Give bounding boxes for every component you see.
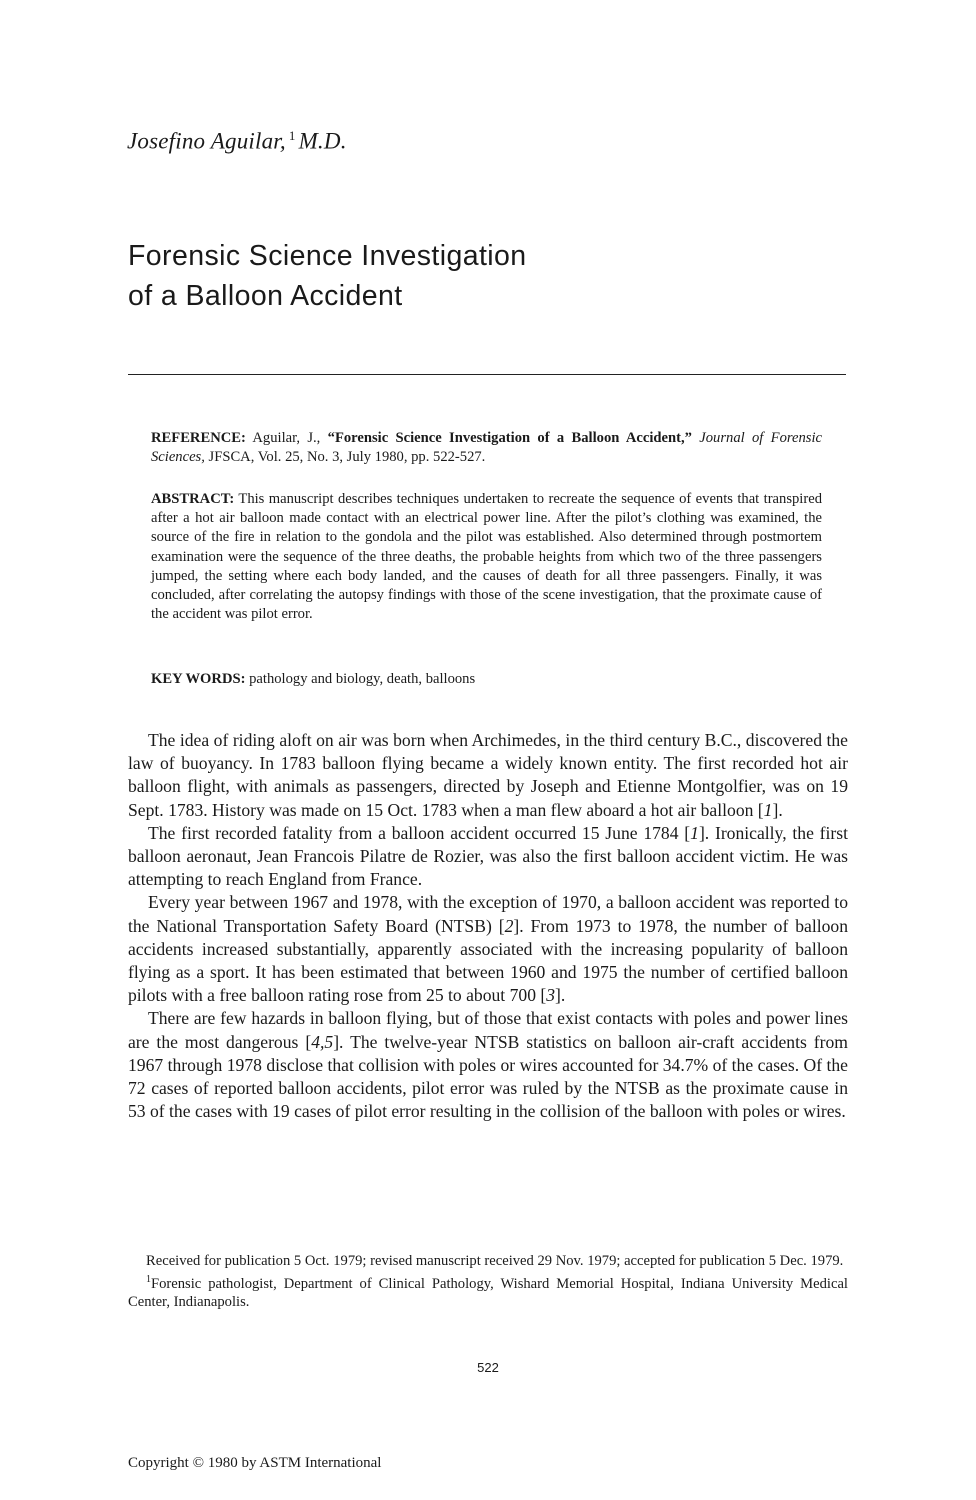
reference-block bbox=[151, 429, 822, 467]
body-paragraph: There are few hazards in balloon flying, but of those that exist contacts with poles and power lines are the most dangerous [4,5]. The twelve-year NTSB statistics on balloon air-craft accidents from 1967 through 1978 disclose that collision with poles or wires accounted for 34.7% of the cases. Of the 72 cases of reported balloon accidents, pilot error was ruled by the NTSB as the proximate cause in 53 of the cases with 19 cases of pilot error resulting in the collision of the balloon with poles or wires. bbox=[128, 1008, 848, 1122]
copyright-notice: Copyright © 1980 by ASTM International bbox=[128, 1455, 382, 1471]
reference-label: REFERENCE: bbox=[151, 430, 246, 446]
affiliation-text: Forensic pathologist, Department of Clinical Pathology, Wishard Memorial Hospital, Indiana University Medical Center, Indianapolis. bbox=[128, 1275, 848, 1311]
title-divider bbox=[128, 374, 846, 375]
keywords-label: KEY WORDS: bbox=[151, 671, 246, 687]
abstract-block bbox=[151, 490, 822, 624]
citation-ref: 2 bbox=[504, 915, 514, 936]
page-number: 522 bbox=[477, 1360, 499, 1375]
author-line bbox=[127, 128, 347, 155]
reference-article-title: “Forensic Science Investigation of a Balloon Accident,” bbox=[327, 430, 692, 446]
citation-ref: 4,5 bbox=[311, 1031, 334, 1052]
footnotes bbox=[128, 1252, 848, 1312]
citation-ref: 3 bbox=[546, 985, 556, 1006]
author-footnote-mark: 1 bbox=[288, 128, 296, 143]
citation-ref: 1 bbox=[763, 799, 773, 820]
body-paragraph: The first recorded fatality from a balloon accident occurred 15 June 1784 [1]. Ironically, the first balloon aeronaut, Jean Francois Pilatre de Rozier, was also the first balloon accident victim. He was attempting to reach England from France. bbox=[128, 822, 848, 890]
article-title bbox=[128, 236, 527, 316]
author-degree: M.D. bbox=[298, 128, 347, 154]
title-line-2: of a Balloon Accident bbox=[128, 280, 403, 312]
citation-ref: 1 bbox=[690, 822, 699, 843]
body-paragraph: Every year between 1967 and 1978, with the exception of 1970, a balloon accident was reported to the National Transportation Safety Board (NTSB) [2]. From 1973 to 1978, the number of balloon accidents increased substantially, apparently associated with the increasing popularity of balloon flying as a sport. It has been estimated that between 1960 and 1975 the number of certified balloon pilots with a free balloon rating rose from 25 to about 700 [3]. bbox=[128, 892, 848, 1006]
keywords-block bbox=[151, 670, 822, 689]
body-paragraph: The idea of riding aloft on air was born when Archimedes, in the third century B.C., discovered the law of buoyancy. In 1783 balloon flying became a widely known entity. The first recorded hot air balloon flight, with animals as passengers, directed by Joseph and Etienne Montgolfier, was on 19 Sept. 1783. History was made on 15 Oct. 1783 when a man flew aboard a hot air balloon [1]. bbox=[128, 730, 848, 820]
abstract-text: This manuscript describes techniques undertaken to recreate the sequence of events that transpired after a hot air balloon made contact with an electrical power line. After the pilot’s clothing was examined, the source of the fire in relation to the gondola and the pilot was established. Also determined through postmortem examination were the sequence of the three deaths, the probable heights from which two of the three passengers jumped, the setting where each body landed, and the causes of death for all three passengers. Finally, it was concluded, after correlating the autopsy findings with those of the scene investigation, that the proximate cause of the accident was pilot error. bbox=[151, 491, 822, 623]
reference-citation: JFSCA, Vol. 25, No. 3, July 1980, pp. 522-527. bbox=[204, 449, 486, 466]
received-note: Received for publication 5 Oct. 1979; revised manuscript received 29 Nov. 1979; accepted for publication 5 Dec. 1979. bbox=[146, 1253, 844, 1269]
affiliation-mark: 1 bbox=[146, 1273, 151, 1285]
abstract-label: ABSTRACT: bbox=[151, 491, 235, 507]
reference-journal: Journal of Forensic Sciences, bbox=[151, 430, 822, 466]
author-name: Josefino Aguilar, bbox=[127, 128, 286, 154]
body-text bbox=[128, 729, 848, 1123]
title-line-1: Forensic Science Investigation bbox=[128, 240, 527, 272]
reference-authors: Aguilar, J., bbox=[245, 430, 328, 446]
keywords-text: pathology and biology, death, balloons bbox=[245, 671, 476, 687]
affiliation-note bbox=[128, 1271, 848, 1312]
